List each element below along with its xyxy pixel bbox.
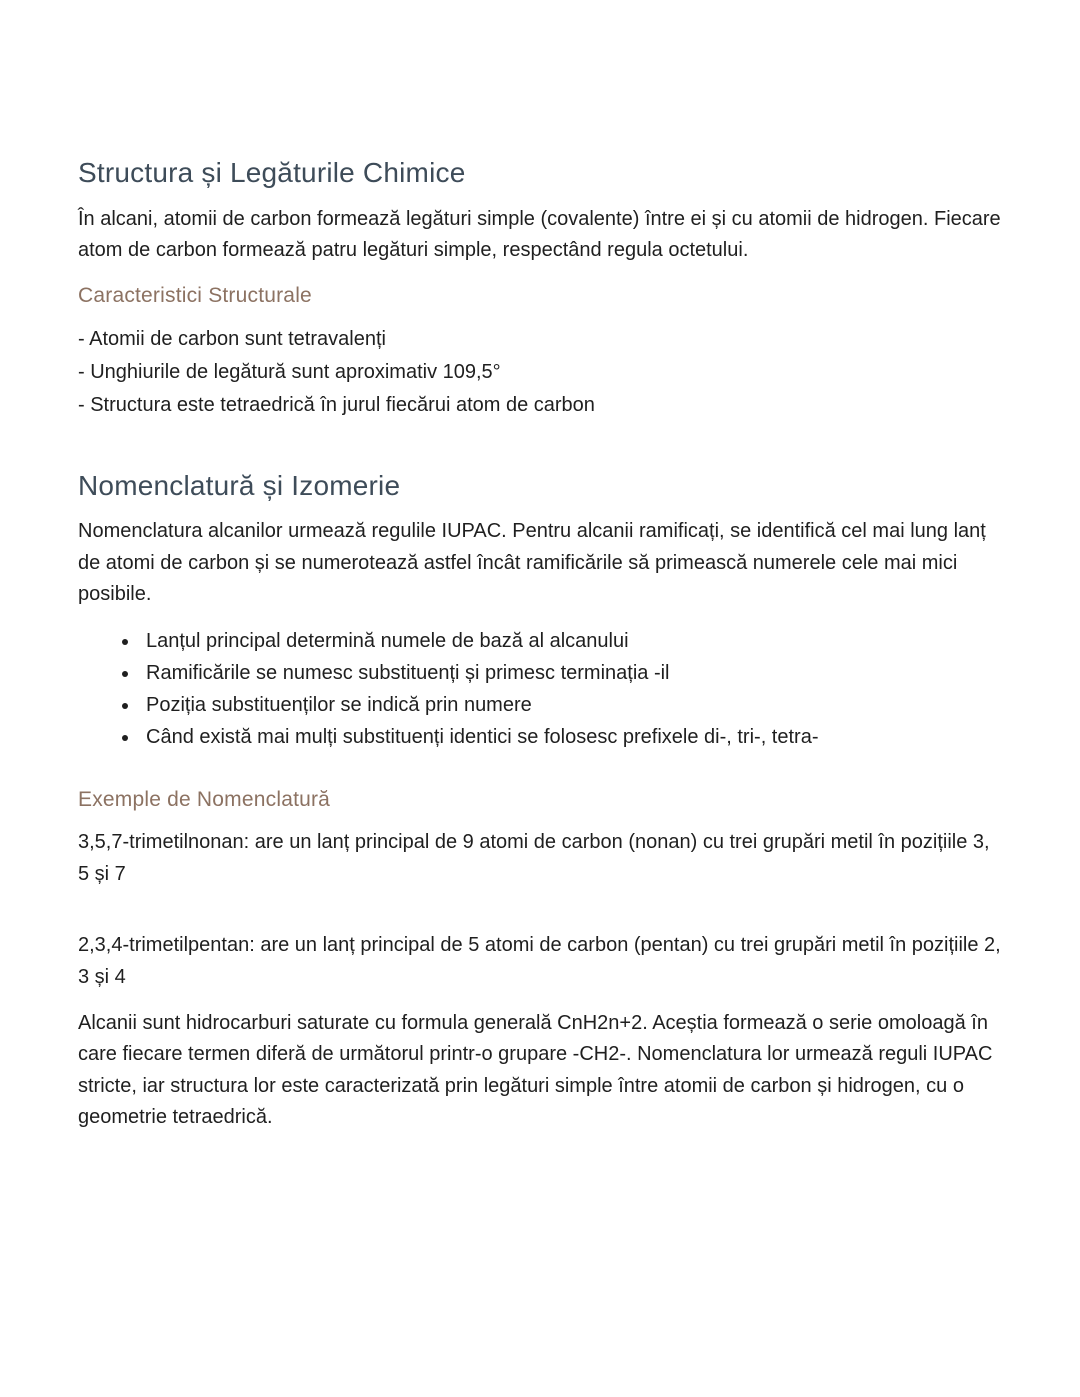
dash-item-tetraedrica: - Structura este tetraedrică în jurul fiecărui atom de carbon [78, 394, 595, 417]
list-item-lant-principal: • Lanțul principal determină numele de bază al alcanului [140, 625, 1004, 657]
subheading-caracteristici-structurale: Caracteristici Structurale [78, 283, 312, 307]
list-item-pozitia: • Poziția substituenților se indică prin numere [140, 689, 1004, 721]
heading-structura-legaturi: Structura și Legăturile Chimice [78, 157, 466, 188]
dash-item-unghiuri: - Unghiurile de legătură sunt aproximativ 109,5° [78, 361, 501, 384]
heading-nomenclatura-izomerie: Nomenclatură și Izomerie [78, 469, 401, 501]
para-alcani-intro: În alcani, atomii de carbon formează legături simple (covalente) între ei și cu atomii de hidrogen. Fiecare atom de carbon formează patru legături simple, respectând regula octetului. [78, 207, 1001, 262]
para-example-trimetilpentan: 2,3,4-trimetilpentan: are un lanț principal de 5 atomi de carbon (pentan) cu trei grupări metil în pozițiile 2, 3 și 4 [78, 934, 1001, 988]
para-example-trimetilnonan: 3,5,7-trimetilnonan: are un lanț principal de 9 atomi de carbon (nonan) cu trei grupări metil în pozițiile 3, 5 și 7 [78, 831, 990, 885]
dash-list [78, 323, 1004, 423]
list-item-ramificari: • Ramificările se numesc substituenți și primesc terminația -il [140, 657, 1004, 689]
para-nomenclatura-intro: Nomenclatura alcanilor urmează regulile IUPAC. Pentru alcanii ramificați, se identifică cel mai lung lanț de atomi de carbon și se numerotează astfel încât ramificările să primească numerele cele mai mici posibile. [78, 520, 986, 606]
para-closing: Alcanii sunt hidrocarburi saturate cu formula generală CnH2n+2. Aceștia formează o serie omoloagă în care fiecare termen diferă de următorul printr-o grupare -CH2-. Nomenclatura lor urmează reguli IUPAC stricte, iar structura lor este caracterizată prin legături simple între atomii de carbon și hidrogen, cu o geometrie tetraedrică. [78, 1011, 993, 1129]
subheading-exemple-nomenclatura: Exemple de Nomenclatură [78, 787, 331, 811]
bullet-list [78, 625, 1004, 753]
list-item-prefixe: • Când există mai mulți substituenți identici se folosesc prefixele di-, tri-, tetra- [140, 721, 1004, 753]
dash-item-tetravalenti: - Atomii de carbon sunt tetravalenți [78, 328, 386, 351]
